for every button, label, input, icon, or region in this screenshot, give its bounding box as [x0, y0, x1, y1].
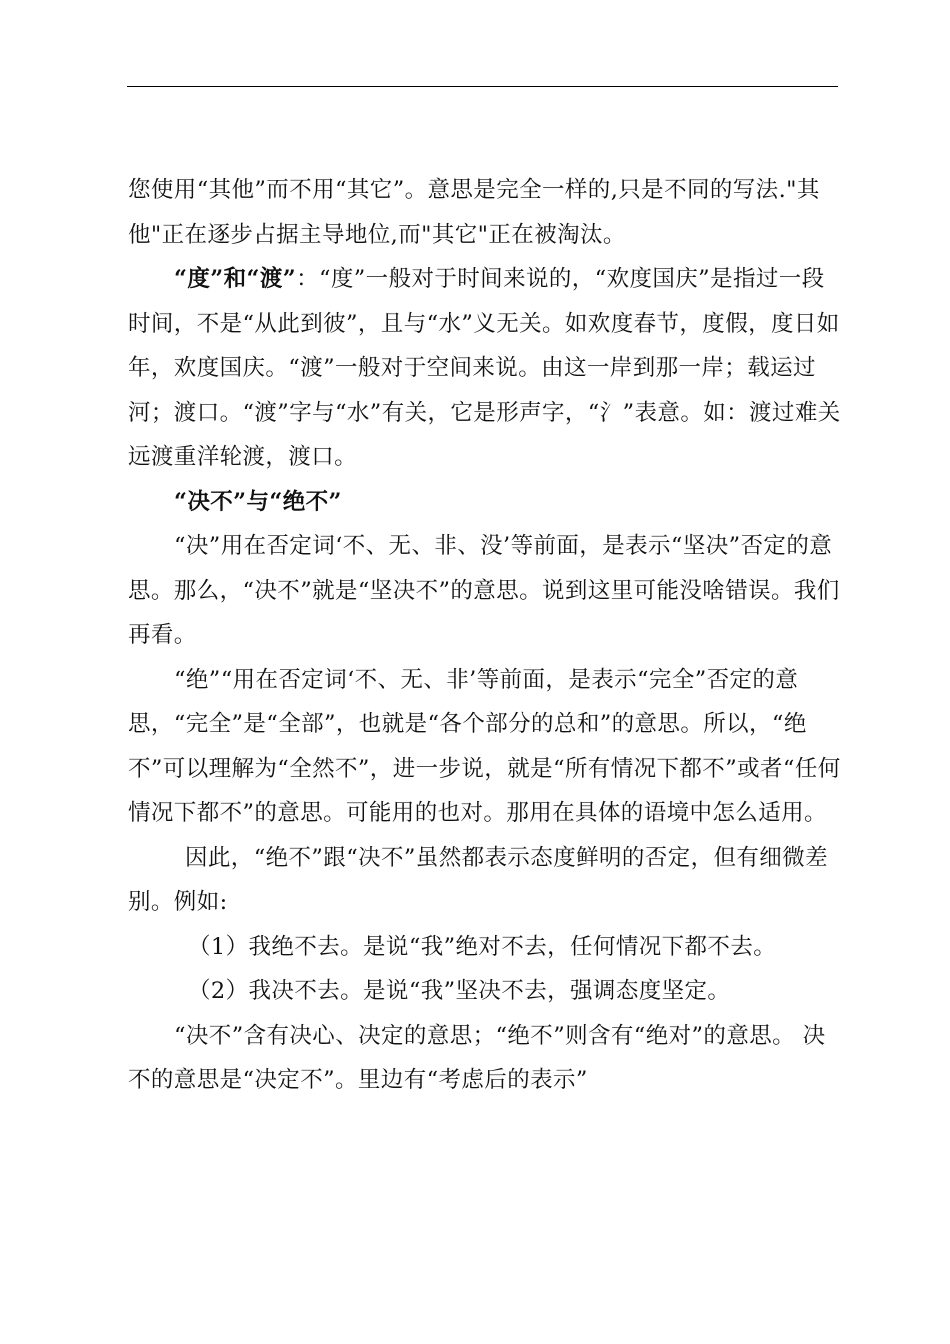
term-du-du: “度”和“渡”: [174, 266, 297, 292]
example-2: （2）我决不去。是说“我”坚决不去，强调态度坚定。: [188, 978, 731, 1004]
paragraph-jue-definition: “决”用在否定词‘不、无、非、没’等前面，是表示“坚决”否定的意思。那么，“决不”就是“坚决不”的意思。说到这里可能没啥错误。我们再看。: [128, 533, 840, 648]
document-body: [128, 168, 843, 1103]
paragraph-qita: 您使用“其他”而不用“其它”。意思是完全一样的,只是不同的写法."其他"正在逐步占据主导地位,而"其它"正在被淘汰。: [128, 177, 820, 248]
paragraph-du-body: ：“度”一般对于时间来说的，“欢度国庆”是指过一段时间，不是“从此到彼”，且与“水”义无关。如欢度春节，度假，度日如年，欢度国庆。“渡”一般对于空间来说。由这一岸到那一岸；载运过河；渡口。“渡”字与“水”有关，它是形声字，“氵”表意。如：渡过难关远渡重洋轮渡，渡口。: [128, 266, 841, 470]
paragraph-conclusion: 因此，“绝不”跟“决不”虽然都表示态度鲜明的否定，但有细微差别。例如:: [128, 844, 829, 915]
paragraph-summary: “决不”含有决心、决定的意思；“绝不”则含有“绝对”的意思。 决不的意思是“决定不”。里边有“考虑后的表示”: [128, 1022, 826, 1093]
paragraph-du: [128, 257, 843, 480]
paragraph-jue2-definition: “绝”“用在否定词‘不、无、非’等前面，是表示“完全”否定的意思，“完全”是“全部”，也就是“各个部分的总和”的意思。所以，“绝不”可以理解为“全然不”，进一步说，就是“所有情况下都不”或者“任何情况下都不”的意思。可能用的也对。那用在具体的语境中怎么适用。: [128, 666, 841, 826]
example-1: （1）我绝不去。是说“我”绝对不去，任何情况下都不去。: [188, 933, 777, 960]
section-heading-jue: “决不”与“绝不”: [174, 488, 342, 515]
header-rule: [127, 86, 838, 87]
